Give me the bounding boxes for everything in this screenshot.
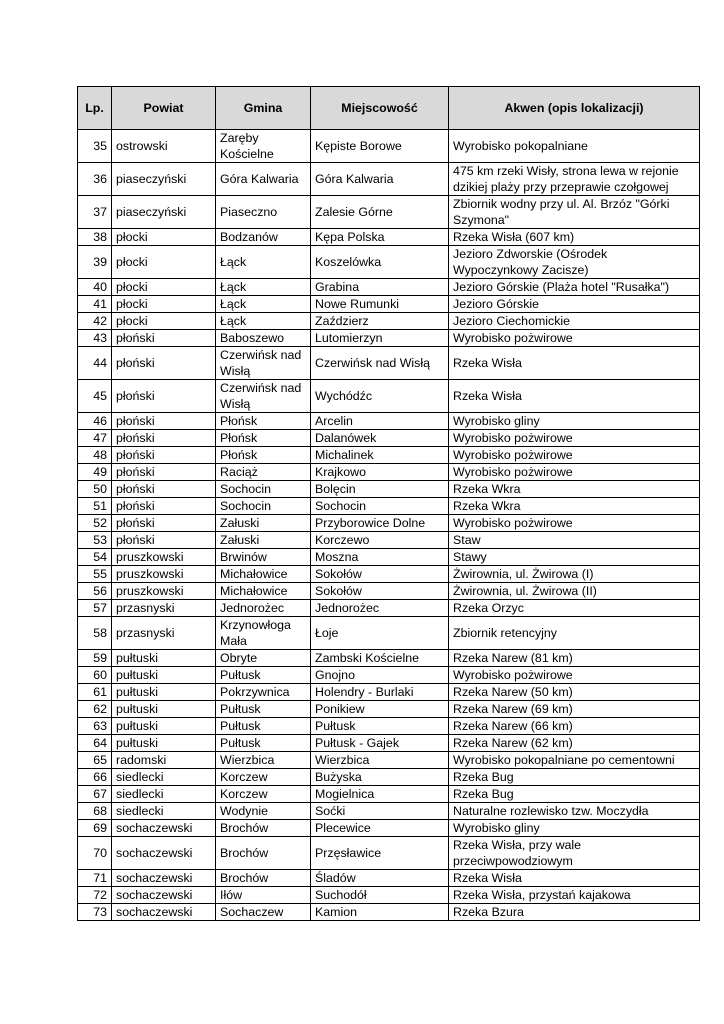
- cell-miejscowosc: Przyborowice Dolne: [311, 515, 449, 532]
- table-row: [78, 718, 700, 735]
- cell-powiat: płoński: [112, 413, 216, 430]
- table-row: [78, 617, 700, 650]
- cell-miejscowosc: Sochocin: [311, 498, 449, 515]
- cell-gmina: Jednorożec: [216, 600, 311, 617]
- table-row: [78, 246, 700, 279]
- cell-akwen: Rzeka Narew (50 km): [449, 684, 700, 701]
- cell-powiat: pułtuski: [112, 667, 216, 684]
- cell-akwen: Zbiornik wodny przy ul. Al. Brzóz "Górki Szymona": [449, 196, 700, 229]
- table-row: [78, 296, 700, 313]
- cell-akwen: Rzeka Wkra: [449, 481, 700, 498]
- table-row: [78, 887, 700, 904]
- cell-gmina: Pułtusk: [216, 701, 311, 718]
- cell-powiat: płoński: [112, 515, 216, 532]
- table-row: [78, 583, 700, 600]
- cell-gmina: Brwinów: [216, 549, 311, 566]
- cell-miejscowosc: Pułtusk: [311, 718, 449, 735]
- cell-lp: 53: [78, 532, 112, 549]
- cell-miejscowosc: Moszna: [311, 549, 449, 566]
- table-row: [78, 498, 700, 515]
- cell-lp: 60: [78, 667, 112, 684]
- cell-akwen: Rzeka Wisła, przy wale przeciwpowodziowym: [449, 837, 700, 870]
- cell-lp: 41: [78, 296, 112, 313]
- cell-akwen: Jezioro Górskie: [449, 296, 700, 313]
- cell-miejscowosc: Zambski Kościelne: [311, 650, 449, 667]
- table-row: [78, 684, 700, 701]
- cell-powiat: płoński: [112, 498, 216, 515]
- cell-lp: 58: [78, 617, 112, 650]
- table-row: [78, 196, 700, 229]
- cell-gmina: Sochocin: [216, 481, 311, 498]
- cell-powiat: płoński: [112, 532, 216, 549]
- cell-miejscowosc: Wierzbica: [311, 752, 449, 769]
- cell-powiat: płocki: [112, 279, 216, 296]
- cell-lp: 72: [78, 887, 112, 904]
- cell-miejscowosc: Ponikiew: [311, 701, 449, 718]
- cell-akwen: Naturalne rozlewisko tzw. Moczydła: [449, 803, 700, 820]
- cell-gmina: Pokrzywnica: [216, 684, 311, 701]
- cell-akwen: Żwirownia, ul. Żwirowa (II): [449, 583, 700, 600]
- cell-powiat: pułtuski: [112, 650, 216, 667]
- cell-gmina: Załuski: [216, 515, 311, 532]
- cell-powiat: pruszkowski: [112, 549, 216, 566]
- cell-miejscowosc: Góra Kalwaria: [311, 163, 449, 196]
- table-body: [78, 130, 700, 921]
- table-row: [78, 413, 700, 430]
- table-row: [78, 600, 700, 617]
- cell-powiat: przasnyski: [112, 600, 216, 617]
- cell-lp: 51: [78, 498, 112, 515]
- cell-lp: 71: [78, 870, 112, 887]
- cell-lp: 68: [78, 803, 112, 820]
- cell-gmina: Czerwińsk nad Wisłą: [216, 380, 311, 413]
- table-row: [78, 347, 700, 380]
- cell-powiat: płoński: [112, 464, 216, 481]
- cell-lp: 36: [78, 163, 112, 196]
- cell-akwen: Jezioro Ciechomickie: [449, 313, 700, 330]
- header-gmina: Gmina: [216, 87, 311, 130]
- cell-gmina: Korczew: [216, 786, 311, 803]
- cell-gmina: Płońsk: [216, 430, 311, 447]
- cell-powiat: sochaczewski: [112, 820, 216, 837]
- cell-akwen: Stawy: [449, 549, 700, 566]
- table-row: [78, 229, 700, 246]
- cell-lp: 45: [78, 380, 112, 413]
- cell-miejscowosc: Grabina: [311, 279, 449, 296]
- cell-akwen: Wyrobisko pożwirowe: [449, 447, 700, 464]
- cell-lp: 48: [78, 447, 112, 464]
- table-row: [78, 667, 700, 684]
- table-row: [78, 735, 700, 752]
- cell-lp: 67: [78, 786, 112, 803]
- cell-miejscowosc: Gnojno: [311, 667, 449, 684]
- table-row: [78, 566, 700, 583]
- table-row: [78, 163, 700, 196]
- table-row: [78, 786, 700, 803]
- cell-miejscowosc: Łoje: [311, 617, 449, 650]
- cell-gmina: Korczew: [216, 769, 311, 786]
- header-powiat: Powiat: [112, 87, 216, 130]
- cell-akwen: Wyrobisko pokopalniane po cementowni: [449, 752, 700, 769]
- table-row: [78, 701, 700, 718]
- cell-gmina: Raciąż: [216, 464, 311, 481]
- cell-powiat: płocki: [112, 313, 216, 330]
- table-row: [78, 549, 700, 566]
- cell-akwen: Rzeka Narew (69 km): [449, 701, 700, 718]
- cell-akwen: Wyrobisko pożwirowe: [449, 667, 700, 684]
- table-row: [78, 464, 700, 481]
- cell-gmina: Brochów: [216, 820, 311, 837]
- cell-gmina: Czerwińsk nad Wisłą: [216, 347, 311, 380]
- table-row: [78, 330, 700, 347]
- cell-gmina: Brochów: [216, 837, 311, 870]
- cell-miejscowosc: Krajkowo: [311, 464, 449, 481]
- cell-miejscowosc: Lutomierzyn: [311, 330, 449, 347]
- cell-lp: 54: [78, 549, 112, 566]
- cell-miejscowosc: Jednorożec: [311, 600, 449, 617]
- cell-powiat: płoński: [112, 447, 216, 464]
- cell-gmina: Krzynowłoga Mała: [216, 617, 311, 650]
- cell-powiat: płoński: [112, 347, 216, 380]
- cell-miejscowosc: Dalanówek: [311, 430, 449, 447]
- cell-powiat: płoński: [112, 380, 216, 413]
- cell-akwen: Wyrobisko pożwirowe: [449, 330, 700, 347]
- cell-powiat: płocki: [112, 296, 216, 313]
- cell-gmina: Iłów: [216, 887, 311, 904]
- cell-lp: 59: [78, 650, 112, 667]
- cell-akwen: Rzeka Wkra: [449, 498, 700, 515]
- cell-lp: 73: [78, 904, 112, 921]
- cell-lp: 39: [78, 246, 112, 279]
- table-row: [78, 870, 700, 887]
- table-header-row: [78, 87, 700, 130]
- cell-akwen: Jezioro Zdworskie (Ośrodek Wypoczynkowy Zacisze): [449, 246, 700, 279]
- table-row: [78, 130, 700, 163]
- cell-akwen: Jezioro Górskie (Plaża hotel "Rusałka"): [449, 279, 700, 296]
- table-row: [78, 650, 700, 667]
- cell-gmina: Zaręby Kościelne: [216, 130, 311, 163]
- cell-gmina: Baboszewo: [216, 330, 311, 347]
- cell-powiat: radomski: [112, 752, 216, 769]
- cell-gmina: Płońsk: [216, 447, 311, 464]
- cell-powiat: piaseczyński: [112, 163, 216, 196]
- cell-miejscowosc: Śladów: [311, 870, 449, 887]
- cell-akwen: Zbiornik retencyjny: [449, 617, 700, 650]
- cell-lp: 47: [78, 430, 112, 447]
- table-row: [78, 313, 700, 330]
- cell-akwen: Rzeka Narew (62 km): [449, 735, 700, 752]
- cell-miejscowosc: Sokołów: [311, 583, 449, 600]
- cell-lp: 44: [78, 347, 112, 380]
- cell-lp: 40: [78, 279, 112, 296]
- cell-miejscowosc: Bolęcin: [311, 481, 449, 498]
- cell-gmina: Sochaczew: [216, 904, 311, 921]
- cell-gmina: Łąck: [216, 313, 311, 330]
- cell-akwen: Rzeka Bug: [449, 769, 700, 786]
- cell-lp: 49: [78, 464, 112, 481]
- cell-gmina: Góra Kalwaria: [216, 163, 311, 196]
- cell-lp: 46: [78, 413, 112, 430]
- cell-akwen: Wyrobisko pożwirowe: [449, 430, 700, 447]
- table-row: [78, 532, 700, 549]
- cell-powiat: pruszkowski: [112, 583, 216, 600]
- cell-lp: 69: [78, 820, 112, 837]
- cell-lp: 52: [78, 515, 112, 532]
- cell-lp: 56: [78, 583, 112, 600]
- cell-lp: 65: [78, 752, 112, 769]
- cell-akwen: Wyrobisko gliny: [449, 820, 700, 837]
- cell-lp: 43: [78, 330, 112, 347]
- cell-miejscowosc: Mogielnica: [311, 786, 449, 803]
- cell-miejscowosc: Kamion: [311, 904, 449, 921]
- cell-miejscowosc: Wychódźc: [311, 380, 449, 413]
- cell-miejscowosc: Bużyska: [311, 769, 449, 786]
- cell-lp: 37: [78, 196, 112, 229]
- cell-gmina: Wodynie: [216, 803, 311, 820]
- cell-akwen: Wyrobisko pokopalniane: [449, 130, 700, 163]
- cell-gmina: Załuski: [216, 532, 311, 549]
- cell-akwen: Rzeka Orzyc: [449, 600, 700, 617]
- cell-powiat: siedlecki: [112, 769, 216, 786]
- cell-powiat: płocki: [112, 246, 216, 279]
- cell-akwen: Żwirownia, ul. Żwirowa (I): [449, 566, 700, 583]
- table-row: [78, 380, 700, 413]
- cell-gmina: Sochocin: [216, 498, 311, 515]
- cell-lp: 70: [78, 837, 112, 870]
- table-row: [78, 769, 700, 786]
- cell-gmina: Łąck: [216, 279, 311, 296]
- table-row: [78, 803, 700, 820]
- cell-powiat: przasnyski: [112, 617, 216, 650]
- table-row: [78, 481, 700, 498]
- cell-powiat: siedlecki: [112, 786, 216, 803]
- cell-gmina: Brochów: [216, 870, 311, 887]
- cell-miejscowosc: Korczewo: [311, 532, 449, 549]
- cell-gmina: Wierzbica: [216, 752, 311, 769]
- cell-gmina: Obryte: [216, 650, 311, 667]
- cell-lp: 66: [78, 769, 112, 786]
- cell-akwen: Rzeka Narew (81 km): [449, 650, 700, 667]
- cell-gmina: Pułtusk: [216, 735, 311, 752]
- cell-miejscowosc: Sokołów: [311, 566, 449, 583]
- cell-powiat: pułtuski: [112, 701, 216, 718]
- cell-akwen: Rzeka Wisła (607 km): [449, 229, 700, 246]
- cell-powiat: sochaczewski: [112, 870, 216, 887]
- cell-powiat: sochaczewski: [112, 904, 216, 921]
- cell-powiat: płoński: [112, 330, 216, 347]
- cell-akwen: Rzeka Wisła: [449, 380, 700, 413]
- cell-akwen: Staw: [449, 532, 700, 549]
- cell-powiat: pułtuski: [112, 684, 216, 701]
- cell-lp: 62: [78, 701, 112, 718]
- cell-powiat: pruszkowski: [112, 566, 216, 583]
- cell-miejscowosc: Plecewice: [311, 820, 449, 837]
- header-akwen: Akwen (opis lokalizacji): [449, 87, 700, 130]
- table-row: [78, 837, 700, 870]
- cell-akwen: Wyrobisko gliny: [449, 413, 700, 430]
- cell-akwen: Rzeka Bug: [449, 786, 700, 803]
- cell-lp: 64: [78, 735, 112, 752]
- cell-gmina: Pułtusk: [216, 718, 311, 735]
- cell-powiat: sochaczewski: [112, 837, 216, 870]
- table-row: [78, 820, 700, 837]
- cell-akwen: Rzeka Wisła, przystań kajakowa: [449, 887, 700, 904]
- cell-akwen: Rzeka Wisła: [449, 870, 700, 887]
- cell-akwen: Wyrobisko pożwirowe: [449, 515, 700, 532]
- cell-miejscowosc: Czerwińsk nad Wisłą: [311, 347, 449, 380]
- cell-lp: 42: [78, 313, 112, 330]
- cell-akwen: Rzeka Wisła: [449, 347, 700, 380]
- cell-miejscowosc: Kępiste Borowe: [311, 130, 449, 163]
- cell-miejscowosc: Suchodół: [311, 887, 449, 904]
- cell-powiat: sochaczewski: [112, 887, 216, 904]
- cell-gmina: Michałowice: [216, 566, 311, 583]
- bathing-sites-table: [77, 86, 700, 921]
- table-row: [78, 752, 700, 769]
- table-row: [78, 515, 700, 532]
- cell-powiat: płoński: [112, 430, 216, 447]
- cell-powiat: pułtuski: [112, 718, 216, 735]
- cell-miejscowosc: Holendry - Burlaki: [311, 684, 449, 701]
- cell-lp: 38: [78, 229, 112, 246]
- cell-gmina: Piaseczno: [216, 196, 311, 229]
- table-row: [78, 904, 700, 921]
- table-row: [78, 279, 700, 296]
- cell-miejscowosc: Soćki: [311, 803, 449, 820]
- header-miejscowosc: Miejscowość: [311, 87, 449, 130]
- cell-gmina: Michałowice: [216, 583, 311, 600]
- cell-akwen: Rzeka Narew (66 km): [449, 718, 700, 735]
- cell-gmina: Pułtusk: [216, 667, 311, 684]
- cell-powiat: pułtuski: [112, 735, 216, 752]
- header-lp: Lp.: [78, 87, 112, 130]
- cell-gmina: Bodzanów: [216, 229, 311, 246]
- cell-miejscowosc: Zaździerz: [311, 313, 449, 330]
- cell-akwen: 475 km rzeki Wisły, strona lewa w rejonie dzikiej plaży przy przeprawie czołgowej: [449, 163, 700, 196]
- cell-akwen: Wyrobisko pożwirowe: [449, 464, 700, 481]
- table-row: [78, 447, 700, 464]
- cell-powiat: płoński: [112, 481, 216, 498]
- cell-miejscowosc: Michalinek: [311, 447, 449, 464]
- cell-lp: 35: [78, 130, 112, 163]
- table-row: [78, 430, 700, 447]
- cell-miejscowosc: Pułtusk - Gajek: [311, 735, 449, 752]
- cell-miejscowosc: Zalesie Górne: [311, 196, 449, 229]
- cell-miejscowosc: Koszelówka: [311, 246, 449, 279]
- cell-lp: 63: [78, 718, 112, 735]
- cell-powiat: płocki: [112, 229, 216, 246]
- cell-miejscowosc: Arcelin: [311, 413, 449, 430]
- cell-miejscowosc: Nowe Rumunki: [311, 296, 449, 313]
- cell-lp: 57: [78, 600, 112, 617]
- cell-lp: 55: [78, 566, 112, 583]
- cell-miejscowosc: Przęsławice: [311, 837, 449, 870]
- cell-gmina: Płońsk: [216, 413, 311, 430]
- cell-gmina: Łąck: [216, 246, 311, 279]
- cell-gmina: Łąck: [216, 296, 311, 313]
- cell-lp: 61: [78, 684, 112, 701]
- cell-lp: 50: [78, 481, 112, 498]
- cell-powiat: piaseczyński: [112, 196, 216, 229]
- cell-miejscowosc: Kępa Polska: [311, 229, 449, 246]
- cell-powiat: ostrowski: [112, 130, 216, 163]
- cell-akwen: Rzeka Bzura: [449, 904, 700, 921]
- cell-powiat: siedlecki: [112, 803, 216, 820]
